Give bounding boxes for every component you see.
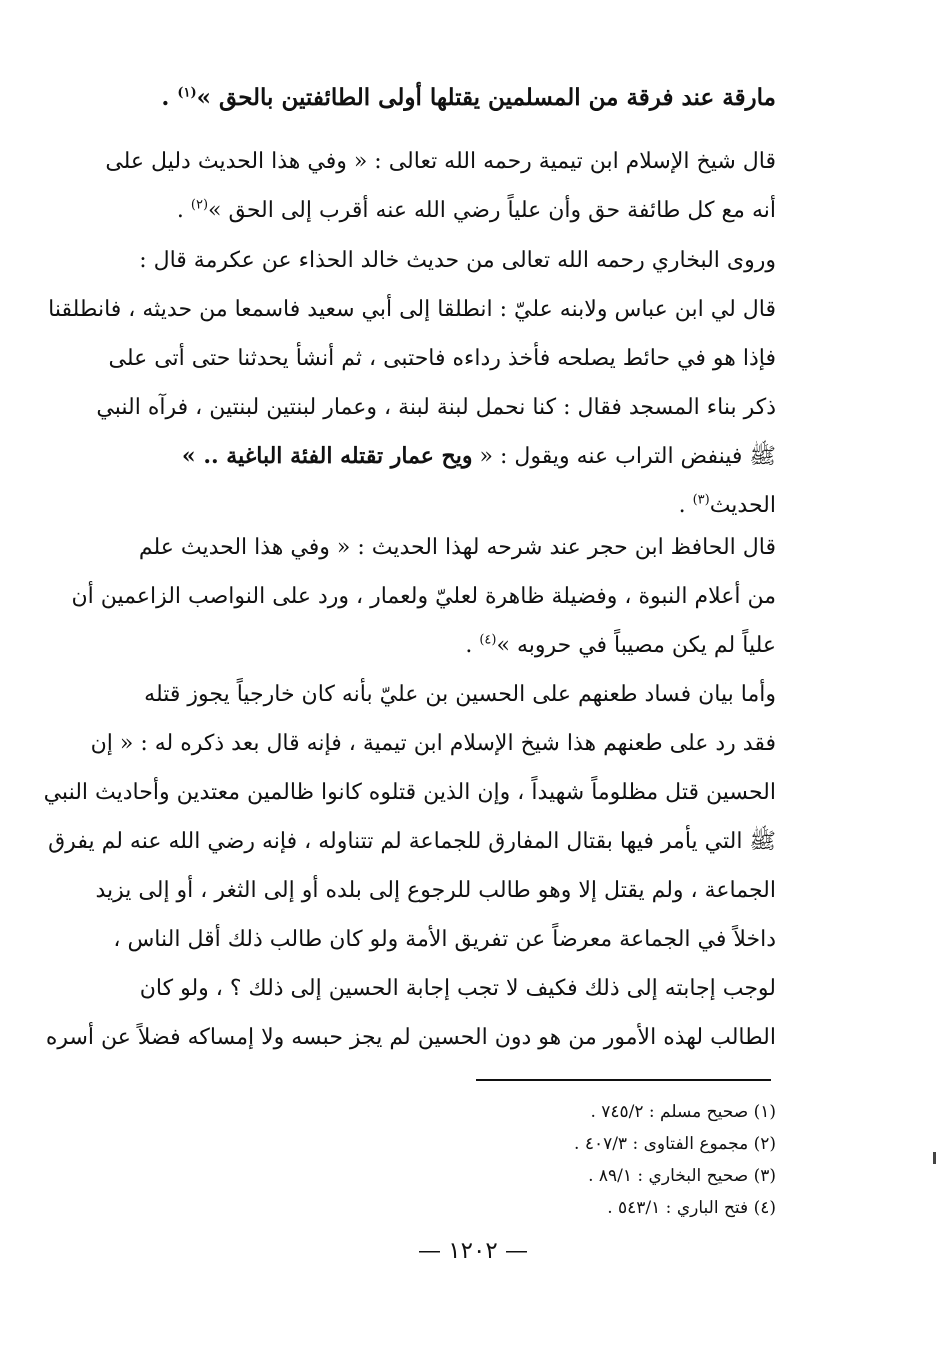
footnote-ref: (٤) xyxy=(479,632,497,648)
text-line: الحديث$^{(٣)}$ . xyxy=(678,492,776,518)
text-line: الجماعة ، ولم يقتل إلا وهو طالب للرجوع إلى بلده أو إلى الثغر ، أو إلى يزيد xyxy=(95,878,776,903)
text-line: لوجب إجابته إلى ذلك فكيف لا تجب إجابة الحسين إلى ذلك ؟ ، ولو كان xyxy=(139,976,776,1001)
text-line: الطالب لهذه الأمور من هو دون الحسين لم يجز حبسه ولا إمساكه فضلاً عن أسره xyxy=(45,1025,776,1050)
footnote: (٤) فتح الباري : ٥٤٣/١ . xyxy=(607,1198,776,1218)
text-line: وأما بيان فساد طعنهم على الحسين بن عليّ بأنه كان خارجياً يجوز قتله xyxy=(144,682,776,707)
text-line: ذكر بناء المسجد فقال : كنا نحمل لبنة لبنة ، وعمار لبنتين لبنتين ، فرآه النبي xyxy=(96,395,776,420)
text-line: قال لي ابن عباس ولابنه عليّ : انطلقا إلى أبي سعيد فاسمعا من حديثه ، فانطلقنا xyxy=(48,297,776,322)
paragraph-1 xyxy=(78,148,776,246)
text-line: علياً لم يكن مصيباً في حروبه »$^{(٤)}$ . xyxy=(465,632,776,658)
text-line: من أعلام النبوة ، وفضيلة ظاهرة لعليّ ولعمار ، ورد على النواصب الزاعمين أن xyxy=(71,584,776,609)
text-line: ﷺ فينفض التراب عنه ويقول : « ويح عمار تقتله الفئة الباغية .. » xyxy=(181,443,776,469)
footnotes xyxy=(574,1096,776,1224)
paragraph-3 xyxy=(71,534,776,681)
footnote-ref: (١) xyxy=(177,85,197,101)
footnote-divider xyxy=(476,1079,771,1081)
hadith-quote: ويح عمار تقتله الفئة الباغية .. » xyxy=(181,443,473,469)
text-line: قال الحافظ ابن حجر عند شرحه لهذا الحديث : « وفي هذا الحديث علم xyxy=(138,535,776,560)
footnote: (١) صحيح مسلم : ٧٤٥/٢ . xyxy=(590,1102,776,1122)
text-line: الحسين قتل مظلوماً شهيداً ، وإن الذين قتلوه كانوا ظالمين معتدين وأحاديث النبي xyxy=(43,780,776,805)
text-line: ﷺ التي يأمر فيها بقتال المفارق للجماعة لم تتناوله ، فإنه رضي الله عنه لم يفرق xyxy=(48,829,776,854)
text-line: داخلاً في الجماعة معرضاً عن تفريق الأمة ولو كان طالب ذلك أقل الناس ، xyxy=(113,927,776,952)
text-line: مارقة عند فرقة من المسلمين يقتلها أولى الطائفتين بالحق »$^{(١)}$ . xyxy=(161,84,776,111)
text-line: وروى البخاري رحمه الله تعالى من حديث خالد الحذاء عن عكرمة قال : xyxy=(139,248,776,273)
text-line: أنه مع كل طائفة حق وأن علياً رضي الله عنه أقرب إلى الحق »$^{(٢)}$ . xyxy=(176,197,776,223)
scan-mark xyxy=(933,1152,936,1164)
text-line: قال شيخ الإسلام ابن تيمية رحمه الله تعالى : « وفي هذا الحديث دليل على xyxy=(105,149,776,174)
paragraph-4 xyxy=(43,681,776,1073)
footnote: (٢) مجموع الفتاوى : ٤٠٧/٣ . xyxy=(574,1134,776,1154)
footnote-ref: (٣) xyxy=(692,492,710,508)
page-number: — ١٢٠٢ — xyxy=(417,1238,529,1264)
paragraph-2 xyxy=(48,247,776,541)
text-line: فقد رد على طعنهم هذا شيخ الإسلام ابن تيمية ، فإنه قال بعد ذكره له : « إن xyxy=(90,731,776,756)
footnote-ref: (٢) xyxy=(190,197,209,213)
text-line: فإذا هو في حائط يصلحه فأخذ رداءه فاحتبى ، ثم أنشأ يحدثنا حتى أتى على xyxy=(108,346,776,371)
footnote: (٣) صحيح البخاري : ٨٩/١ . xyxy=(588,1166,776,1186)
